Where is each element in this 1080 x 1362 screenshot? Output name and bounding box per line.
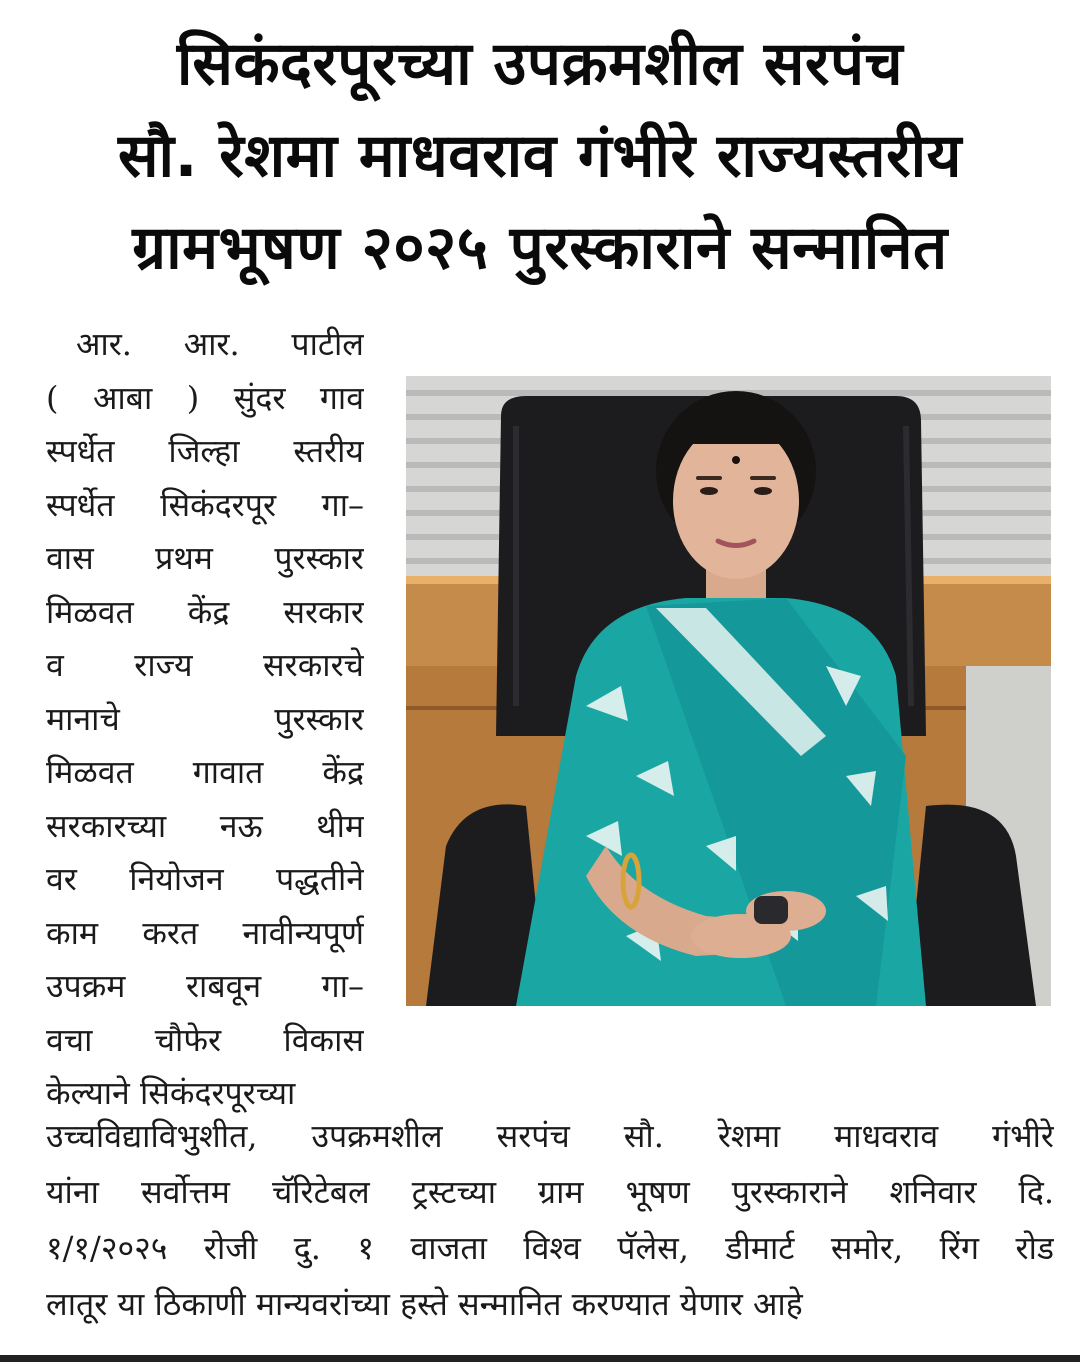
body-line: उपक्रम राबवून गा– — [46, 967, 364, 1005]
headline-line-2: सौ. रेशमा माधवराव गंभीरे राज्यस्तरीय — [118, 121, 962, 191]
body-line: उच्चविद्याविभुशीत, उपक्रमशील सरपंच सौ. रेशमा माधवराव गंभीरे — [46, 1117, 1054, 1155]
body-line: मानाचे पुरस्कार — [46, 699, 364, 738]
body-line: मिळवत केंद्र सरकार — [46, 592, 364, 631]
bottom-divider — [0, 1355, 1080, 1362]
portrait-photo — [406, 376, 1051, 1006]
body-line: वास प्रथम पुरस्कार — [46, 539, 364, 577]
headline — [0, 18, 1080, 294]
body-line: १/१/२०२५ रोजी दु. १ वाजता विश्व पॅलेस, डीमार्ट समोर, रिंग रोड — [46, 1229, 1054, 1267]
article-column-left — [46, 318, 364, 1121]
body-line: व राज्य सरकारचे — [46, 646, 364, 684]
headline-line-3: ग्रामभूषण २०२५ पुरस्काराने सन्मानित — [132, 213, 948, 283]
body-line: लातूर या ठिकाणी मान्यवरांच्या हस्ते सन्मानित करण्यात येणार आहे — [46, 1285, 803, 1323]
body-line: यांना सर्वोत्तम चॅरिटेबल ट्रस्टच्या ग्राम भूषण पुरस्काराने शनिवार दि. — [46, 1173, 1054, 1211]
body-line: केल्याने सिकंदरपूरच्या — [46, 1074, 296, 1112]
body-line: ( आबा ) सुंदर गाव — [46, 378, 364, 417]
body-line: वचा चौफेर विकास — [46, 1020, 364, 1059]
body-line: सरकारच्या नऊ थीम — [46, 806, 364, 845]
article-body-full — [46, 1108, 1054, 1332]
body-line: मिळवत गावात केंद्र — [46, 753, 364, 791]
body-line: स्पर्धेत सिकंदरपूर गा– — [46, 485, 364, 524]
body-line: वर नियोजन पद्धतीने — [46, 860, 364, 898]
body-line: काम करत नावीन्यपूर्ण — [46, 913, 364, 952]
headline-line-1: सिकंदरपूरच्या उपक्रमशील सरपंच — [176, 29, 904, 99]
body-line: आर. आर. पाटील — [76, 325, 364, 363]
body-line: स्पर्धेत जिल्हा स्तरीय — [46, 432, 364, 470]
